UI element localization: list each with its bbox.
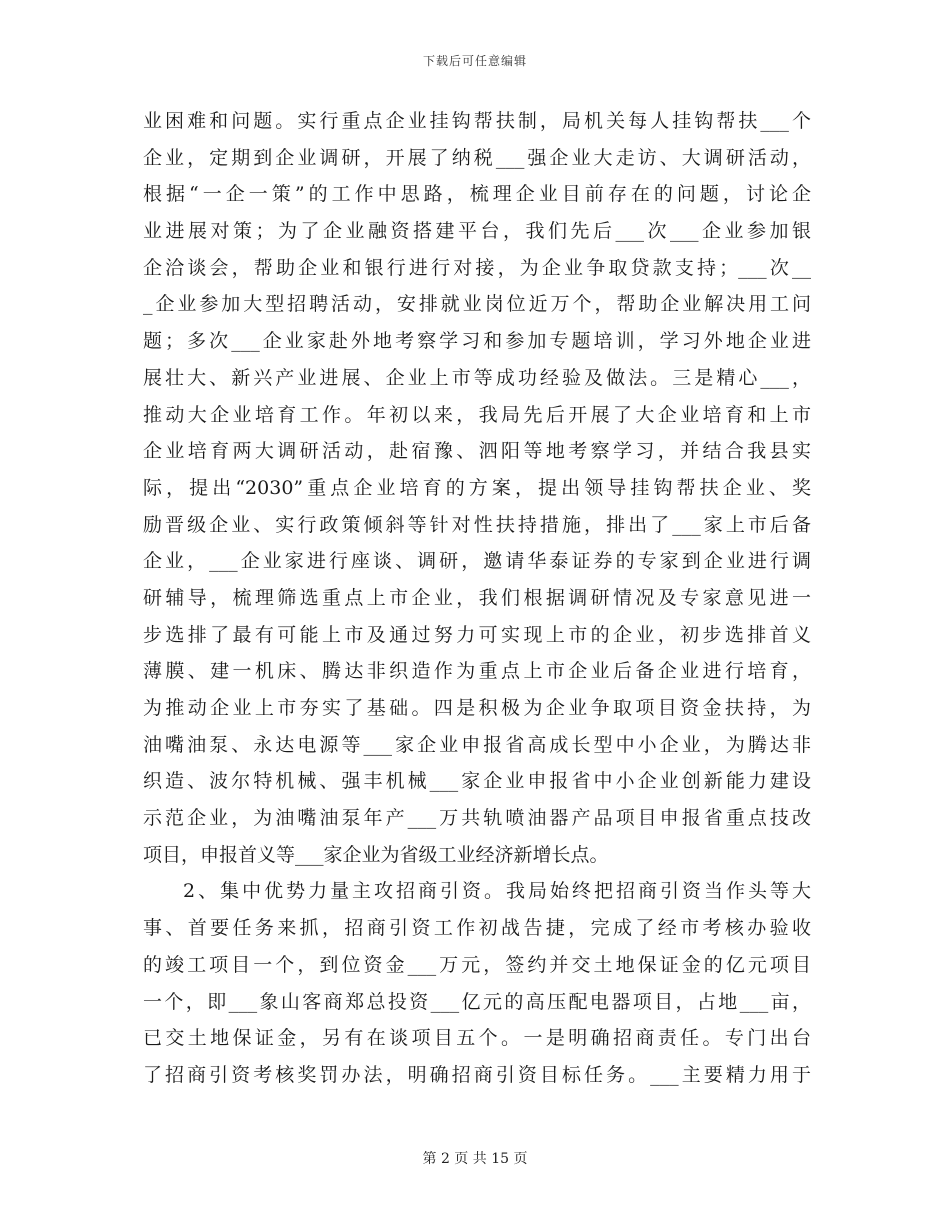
text-line: 际，提出“2030”重点企业培育的方案，提出领导挂钩帮扶企业、奖: [143, 476, 811, 499]
text-line: 业困难和问题。实行重点企业挂钩帮扶制，局机关每人挂钩帮扶___个: [143, 110, 811, 132]
text-line: 油嘴油泵、永达电源等___家企业申报省高成长型中小企业，为腾达非: [143, 733, 811, 756]
document-body: [143, 103, 811, 1094]
text-line: 励晋级企业、实行政策倾斜等针对性扶持措施，排出了___家上市后备: [143, 513, 811, 536]
text-line: 一个，即___象山客商郑总投资___亿元的高压配电器项目，占地___亩，: [143, 990, 811, 1013]
text-line: 业进展对策；为了企业融资搭建平台，我们先后___次___企业参加银: [143, 220, 811, 243]
text-line: 企业培育两大调研活动，赴宿豫、泗阳等地考察学习，并结合我县实: [143, 440, 811, 463]
text-line: 2、集中优势力量主攻招商引资。我局始终把招商引资当作头等大: [183, 880, 811, 903]
text-line: 推动大企业培育工作。年初以来，我局先后开展了大企业培育和上市: [143, 403, 811, 426]
text-line: 织造、波尔特机械、强丰机械___家企业申报省中小企业创新能力建设: [143, 770, 811, 793]
page-number: 第 2 页 共 15 页: [422, 1151, 528, 1167]
text-line: 了招商引资考核奖罚办法，明确招商引资目标任务。___主要精力用于: [143, 1063, 811, 1086]
text-line: 的竣工项目一个，到位资金___万元，签约并交土地保证金的亿元项目: [143, 953, 811, 976]
text-line: 企洽谈会，帮助企业和银行进行对接，为企业争取贷款支持；___次__: [143, 256, 811, 279]
text-line: 项目，申报首义等___家企业为省级工业经济新增长点。: [143, 843, 609, 866]
page-header: 下载后可任意编辑: [422, 54, 527, 68]
text-line: 研辅导，梳理筛选重点上市企业，我们根据调研情况及专家意见进一: [143, 586, 811, 609]
text-line: 步选排了最有可能上市及通过努力可实现上市的企业，初步选排首义: [143, 623, 811, 646]
text-line: 企业，定期到企业调研，开展了纳税___强企业大走访、大调研活动，: [143, 146, 811, 169]
text-line: 薄膜、建一机床、腾达非织造作为重点上市企业后备企业进行培育，: [143, 660, 811, 683]
text-line: 示范企业，为油嘴油泵年产___万共轨喷油器产品项目申报省重点技改: [143, 807, 811, 830]
text-line: 题；多次___企业家赴外地考察学习和参加专题培训，学习外地企业进: [143, 330, 811, 353]
text-line: 根据“一企一策”的工作中思路，梳理企业目前存在的问题，讨论企: [143, 183, 811, 206]
text-line: 事、首要任务来抓，招商引资工作初战告捷，完成了经市考核办验收: [143, 917, 811, 940]
text-line: 企业，___企业家进行座谈、调研，邀请华泰证券的专家到企业进行调: [143, 550, 811, 573]
text-line: 已交土地保证金，另有在谈项目五个。一是明确招商责任。专门出台: [143, 1027, 811, 1050]
text-line: 展壮大、新兴产业进展、企业上市等成功经验及做法。三是精心___，: [143, 366, 811, 389]
text-line: _企业参加大型招聘活动，安排就业岗位近万个，帮助企业解决用工问: [143, 293, 811, 316]
text-line: 为推动企业上市夯实了基础。四是积极为企业争取项目资金扶持，为: [143, 697, 811, 719]
